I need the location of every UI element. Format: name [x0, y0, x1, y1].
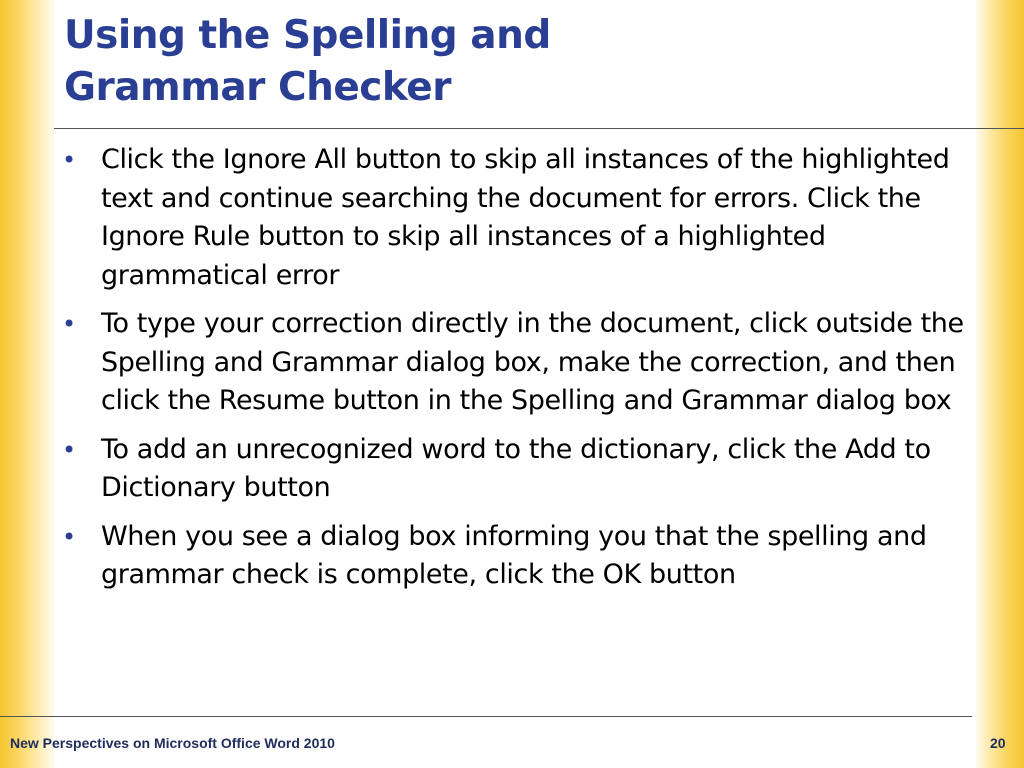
bullet-text-4: When you see a dialog box informing you that the spelling and grammar check is complete, click the OK button [101, 520, 927, 590]
left-accent-bar [0, 0, 54, 768]
bullet-dot-icon: • [62, 146, 76, 174]
slide-title-line-1: Using the Spelling and [64, 13, 551, 58]
bullet-item-2 [58, 305, 978, 421]
footer-page-number: 20 [990, 735, 1006, 751]
bullet-text-1: Click the Ignore All button to skip all instances of the highlighted text and continue searching the document for errors. Click the Ignore Rule button to skip all instances of a highlighted grammatical error [101, 144, 950, 291]
bullet-item-1 [58, 141, 978, 295]
slide-title-line-2: Grammar Checker [64, 65, 451, 110]
bullet-text-3: To add an unrecognized word to the dictionary, click the Add to Dictionary button [101, 433, 931, 503]
title-divider [54, 128, 1024, 129]
bullet-item-4 [58, 518, 978, 595]
footer-course-title: New Perspectives on Microsoft Office Word 2010 [10, 735, 335, 751]
right-accent-bar [976, 0, 1024, 768]
bullet-item-3 [58, 431, 978, 508]
footer-divider [0, 716, 972, 717]
bullet-text-2: To type your correction directly in the document, click outside the Spelling and Grammar dialog box, make the correction, and then click the Resume button in the Spelling and Grammar dialog box [101, 308, 964, 416]
bullet-dot-icon: • [62, 310, 76, 338]
slide-title [64, 10, 944, 114]
bullet-dot-icon: • [62, 522, 76, 551]
bullet-dot-icon: • [62, 435, 76, 464]
bullet-list [58, 141, 978, 605]
